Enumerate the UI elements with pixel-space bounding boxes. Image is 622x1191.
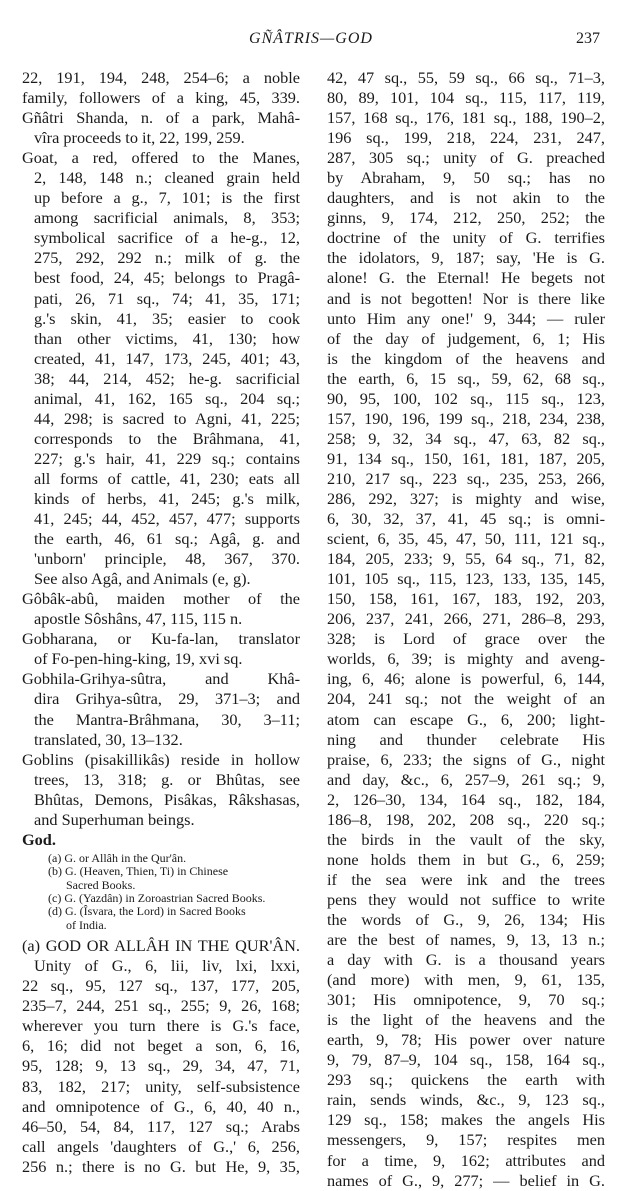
index-line: 129 sq., 158; makes the angels His [327,1110,605,1130]
index-line: 287, 305 sq.; unity of G. preached [327,148,605,168]
index-line: 206, 237, 241, 266, 271, 286–8, 293, [327,609,605,629]
index-line: pens they would not suffice to write [327,889,605,909]
index-line: 328; is Lord of grace over the [327,629,605,649]
index-line: translated, 30, 13–132. [34,729,183,749]
index-line: 38; 44, 214, 452; he-g. sacrificial [34,368,300,388]
index-line: corresponds to the Brâhmana, 41, [34,428,300,448]
index-line: doctrine of the unity of G. terrifies [327,228,605,248]
index-line: 235–7, 244, 251 sq., 255; 9, 26, 168; [22,996,300,1016]
index-line: 83, 182, 217; unity, self-subsistence [22,1076,300,1096]
index-line: 227; g.'s hair, 41, 229 sq.; contains [34,448,300,468]
index-line: 'unborn' principle, 48, 367, 370. [34,549,300,569]
index-line: Goblins (pisakillikâs) reside in hollow [22,749,300,769]
index-line: earth, 9, 78; His power over nature [327,1030,605,1050]
index-line: God. [22,829,56,849]
index-line: Goat, a red, offered to the Manes, [22,148,300,168]
index-line: Unity of G., 6, lii, liv, lxi, lxxi, [34,956,300,976]
index-line: for a time, 9, 162; attributes and [327,1150,605,1170]
index-line: among sacrificial animals, 8, 353; [34,208,300,228]
index-line: 204, 241 sq.; not the weight of an [327,689,605,709]
index-line: 275, 292, 292 n.; milk of g. the [34,248,300,268]
index-line: the earth, 46, 61 sq.; Agâ, g. and [34,529,300,549]
index-line: and omnipotence of G., 6, 40, 40 n., [22,1096,300,1116]
index-line: (and more) with men, 9, 61, 135, [327,970,605,990]
index-line: all forms of cattle, 41, 230; eats all [34,468,300,488]
index-line: kinds of herbs, 41, 245; g.'s milk, [34,488,300,508]
index-line: g.'s skin, 41, 35; easier to cook [34,308,300,328]
index-line: of the day of judgement, 6, 1; His [327,328,605,348]
subheading-line: (c) G. (Yazdân) in Zoroastrian Sacred Books. [48,891,266,905]
index-line: atom can escape G., 6, 200; light- [327,709,605,729]
index-line: daughters, and is not akin to the [327,188,605,208]
index-line: by Abraham, 9, 50 sq.; has no [327,168,605,188]
right-column [327,68,605,1191]
index-line: 46–50, 54, 84, 117, 127 sq.; Arabs [22,1116,300,1136]
index-line: call angels 'daughters of G.,' 6, 256, [22,1136,300,1156]
index-line: is the light of the heavens and the [327,1010,605,1030]
right-column-entries [327,68,605,1191]
index-line: names of G., 9, 277; — belief in G. [327,1170,605,1190]
god-subheading-list [22,852,300,932]
index-line: 196 sq., 199, 218, 224, 231, 247, [327,128,605,148]
index-line: 210, 217 sq., 223 sq., 235, 253, 266, [327,468,605,488]
index-line: up before a g., 7, 101; is the first [34,188,300,208]
index-line: See also Agâ, and Animals (e, g). [34,569,251,589]
index-line: 2, 126–30, 134, 164 sq., 182, 184, [327,789,605,809]
index-line: none holds them in but G., 6, 259; [327,849,605,869]
index-line: unto Him any one!' 9, 344; — ruler [327,308,605,328]
subheading-line: (a) G. or Allâh in the Qur'ân. [48,850,187,865]
index-line: 184, 205, 233; 9, 55, 64 sq., 71, 82, [327,549,605,569]
index-line: 22 sq., 95, 127 sq., 137, 177, 205, [22,976,300,996]
index-line: the birds in the vault of the sky, [327,829,605,849]
subheading-line: Sacred Books. [66,877,136,892]
index-line: 90, 95, 100, 102 sq., 115 sq., 123, [327,388,605,408]
index-line: 301; His omnipotence, 9, 70 sq.; [327,990,605,1010]
index-line: 42, 47 sq., 55, 59 sq., 66 sq., 71–3, [327,68,605,87]
index-line: symbolical sacrifice of a he-g., 12, [34,228,300,248]
index-line: ginns, 9, 174, 212, 250, 252; the [327,208,605,228]
index-line: Gñâtri Shanda, n. of a park, Mahâ- [22,108,300,128]
index-line: 186–8, 198, 202, 208 sq., 220 sq.; [327,809,605,829]
index-line: 286, 292, 327; is mighty and wise, [327,488,605,508]
index-line: 22, 191, 194, 248, 254–6; a noble [22,68,300,87]
index-line: ning and thunder celebrate His [327,729,605,749]
index-line: the words of G., 9, 26, 134; His [327,909,605,929]
left-column [22,68,300,1177]
index-line: Gôbâk-abû, maiden mother of the [22,589,300,609]
index-line: animal, 41, 162, 165 sq., 204 sq.; [34,388,300,408]
subheading-line: of India. [66,917,107,932]
index-line: wherever you turn there is G.'s face, [22,1016,300,1036]
index-line: 95, 128; 9, 13 sq., 29, 34, 47, 71, [22,1056,300,1076]
index-line: rain, sends winds, &c., 9, 123 sq., [327,1090,605,1110]
index-line: 256 n.; there is no G. but He, 9, 35, [22,1156,300,1176]
index-line: family, followers of a king, 45, 339. [22,88,300,108]
index-line: Gobhila-Grihya-sûtra, and Khâ- [22,669,300,689]
index-line: 2, 148, 148 n.; cleaned grain held [34,168,300,188]
index-line: 157, 190, 196, 199 sq., 218, 234, 238, [327,408,605,428]
index-line: Bhûtas, Demons, Pisâkas, Râkshasas, [34,789,300,809]
index-line: alone! G. the Eternal! He begets not [327,268,605,288]
index-line: apostle Sôshâns, 47, 115, 115 n. [34,609,243,629]
index-line: praise, 6, 233; the signs of G., night [327,749,605,769]
index-line: 6, 16; did not beget a son, 6, 16, [22,1036,300,1056]
index-line: scient, 6, 35, 45, 47, 50, 111, 121 sq., [327,529,605,549]
index-line: and is not begotten! Nor is there like [327,288,605,308]
page-header [22,30,600,54]
index-line: vîra proceeds to it, 22, 199, 259. [34,128,245,148]
index-line: a day with G. is a thousand years [327,950,605,970]
index-line: created, 41, 147, 173, 245, 401; 43, [34,348,300,368]
index-line: 258; 9, 32, 34 sq., 47, 63, 82 sq., [327,428,605,448]
index-line: the Mantra-Brâhmana, 30, 3–11; [34,709,300,729]
index-line: 9, 79, 87–9, 104 sq., 158, 164 sq., [327,1050,605,1070]
index-line: 41, 245; 44, 452, 457, 477; supports [34,509,300,529]
index-line: the earth, 6, 15 sq., 59, 62, 68 sq., [327,368,605,388]
index-line: 44, 298; is sacred to Agni, 41, 225; [34,408,300,428]
index-line: 150, 158, 161, 167, 183, 192, 203, [327,589,605,609]
index-line: 6, 30, 32, 37, 41, 45 sq.; is omni- [327,509,605,529]
index-line: best food, 24, 45; belongs to Pragâ- [34,268,300,288]
index-line: (a) GOD OR ALLÂH IN THE QUR'ÂN. [22,936,300,956]
index-line: is the kingdom of the heavens and [327,348,605,368]
index-line: Gobharana, or Ku-fa-lan, translator [22,629,300,649]
running-head: GÑÂTRIS—GOD [249,30,373,47]
index-line: dira Grihya-sûtra, 29, 371–3; and [34,689,300,709]
index-line: are the best of names, 9, 13, 13 n.; [327,930,605,950]
index-line: 157, 168 sq., 176, 181 sq., 188, 190–2, [327,108,605,128]
index-line: and day, &c., 6, 257–9, 261 sq.; 9, [327,769,605,789]
index-line: and Superhuman beings. [34,809,195,829]
index-line: 293 sq.; quickens the earth with [327,1070,605,1090]
index-line: 101, 105 sq., 115, 123, 133, 135, 145, [327,569,605,589]
index-line: 80, 89, 101, 104 sq., 115, 117, 119, [327,88,605,108]
subheading-line: (b) G. (Heaven, Thien, Ti) in Chinese [48,864,229,879]
index-line: than other victims, 41, 130; how [34,328,300,348]
index-line: of Fo-pen-hing-king, 19, xvi sq. [34,649,243,669]
left-column-entries [22,68,300,850]
left-column-entries-continued [22,936,300,1177]
index-line: the idolators, 9, 187; say, 'He is G. [327,248,605,268]
subheading-line: (d) G. (Îsvara, the Lord) in Sacred Books [48,904,246,919]
index-line: worlds, 6, 39; is mighty and aveng- [327,649,605,669]
index-line: pati, 26, 71 sq., 74; 41, 35, 171; [34,288,300,308]
index-line: ing, 6, 46; alone is powerful, 6, 144, [327,669,605,689]
index-line: 91, 134 sq., 150, 161, 181, 187, 205, [327,448,605,468]
page-number: 237 [576,30,600,47]
index-line: if the sea were ink and the trees [327,869,605,889]
index-line: trees, 13, 318; g. or Bhûtas, see [34,769,300,789]
index-line: messengers, 9, 157; respites men [327,1130,605,1150]
